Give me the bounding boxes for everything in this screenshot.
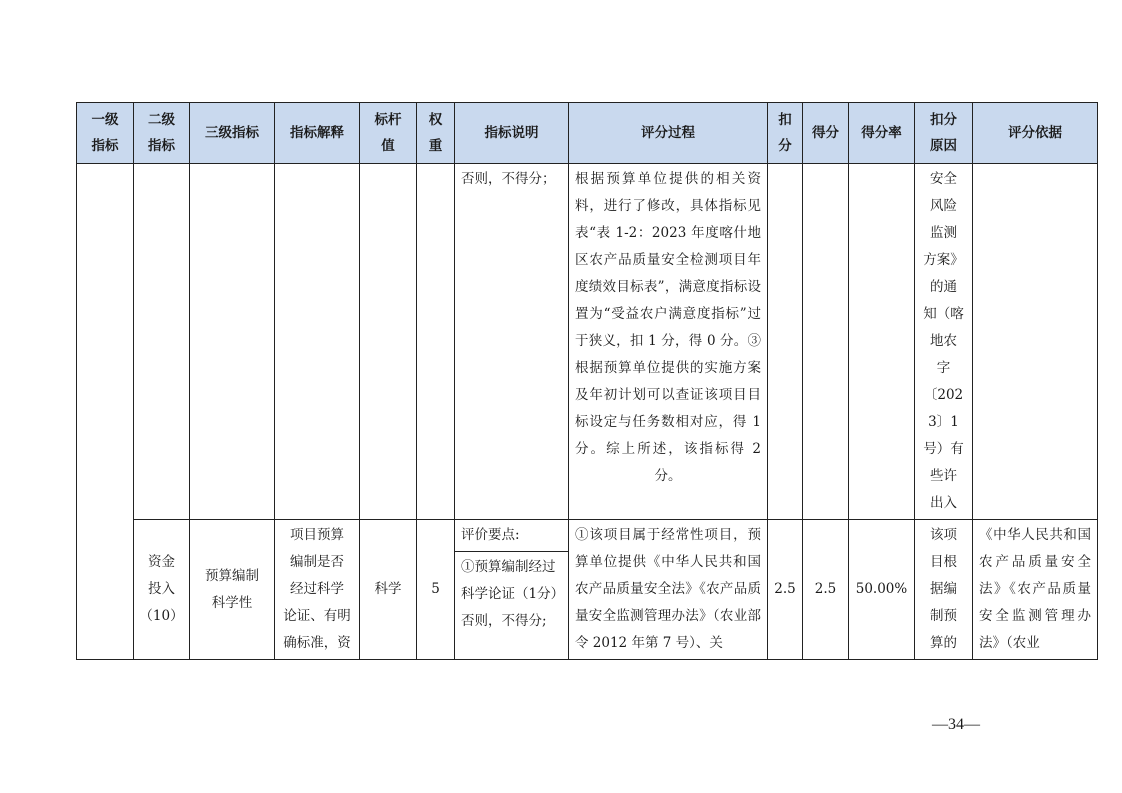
cell-deduction <box>768 164 803 520</box>
cell-weight: 5 <box>417 520 455 660</box>
cell-level2: 资金 投入 （10） <box>134 520 190 660</box>
header-benchmark: 标杆 值 <box>360 103 417 164</box>
cell-explanation <box>455 520 569 660</box>
cell-level1 <box>77 164 134 660</box>
cell-rate <box>849 164 915 520</box>
cell-reason: 安全 风险 监测 方案》 的通 知（喀 地农 字 〔202 3〕1 号）有 些许 出入 <box>915 164 973 520</box>
header-level1: 一级 指标 <box>77 103 134 164</box>
cell-basis <box>973 164 1098 520</box>
header-level2: 二级 指标 <box>134 103 190 164</box>
header-reason: 扣分 原因 <box>915 103 973 164</box>
cell-process: ①该项目属于经常性项目，预算单位提供《中华人民共和国农产品质量安全法》《农产品质量安全监测管理办法》（农业部令 2012 年第 7 号）、关 <box>569 520 768 660</box>
table-row <box>77 164 1098 520</box>
header-row <box>77 103 1098 164</box>
header-weight: 权 重 <box>417 103 455 164</box>
cell-interpretation <box>275 164 360 520</box>
table-row <box>77 520 1098 660</box>
header-rate: 得分率 <box>849 103 915 164</box>
header-process: 评分过程 <box>569 103 768 164</box>
cell-explanation: 否则，不得分； <box>455 164 569 520</box>
cell-basis: 《中华人民共和国农产品质量安全法》《农产品质量安全监测管理办法》（农业 <box>973 520 1098 660</box>
header-deduction: 扣 分 <box>768 103 803 164</box>
cell-process: 根据预算单位提供的相关资料，进行了修改，具体指标见表“表 1-2：2023 年度喀什地区农产品质量安全检测项目年度绩效目标表”，满意度指标设置为“受益农户满意度指标”过于狭义，扣 1 分，得 0 分。③根据预算单位提供的实施方案及年初计划可以查证该项目目标设定与任务数相对应，得 1 分。综上所述，该指标得 2 分。 <box>569 164 768 520</box>
header-score: 得分 <box>803 103 849 164</box>
cell-weight <box>417 164 455 520</box>
header-basis: 评分依据 <box>973 103 1098 164</box>
explanation-heading: 评价要点: <box>461 527 520 543</box>
cell-score <box>803 164 849 520</box>
cell-score: 2.5 <box>803 520 849 660</box>
cell-level3 <box>190 164 275 520</box>
cell-deduction: 2.5 <box>768 520 803 660</box>
header-explanation: 指标说明 <box>455 103 569 164</box>
page-number: —34— <box>932 716 980 733</box>
cell-reason: 该项 目根 据编 制预 算的 <box>915 520 973 660</box>
explanation-body: ①预算编制经过科学论证（1分）否则，不得分; <box>455 551 568 637</box>
cell-benchmark: 科学 <box>360 520 417 660</box>
cell-level3: 预算编制 科学性 <box>190 520 275 660</box>
cell-interpretation: 项目预算 编制是否 经过科学 论证、有明 确标准，资 <box>275 520 360 660</box>
header-interpretation: 指标解释 <box>275 103 360 164</box>
cell-rate: 50.00% <box>849 520 915 660</box>
cell-level2 <box>134 164 190 520</box>
evaluation-table <box>76 102 1098 660</box>
cell-benchmark <box>360 164 417 520</box>
header-level3: 三级指标 <box>190 103 275 164</box>
